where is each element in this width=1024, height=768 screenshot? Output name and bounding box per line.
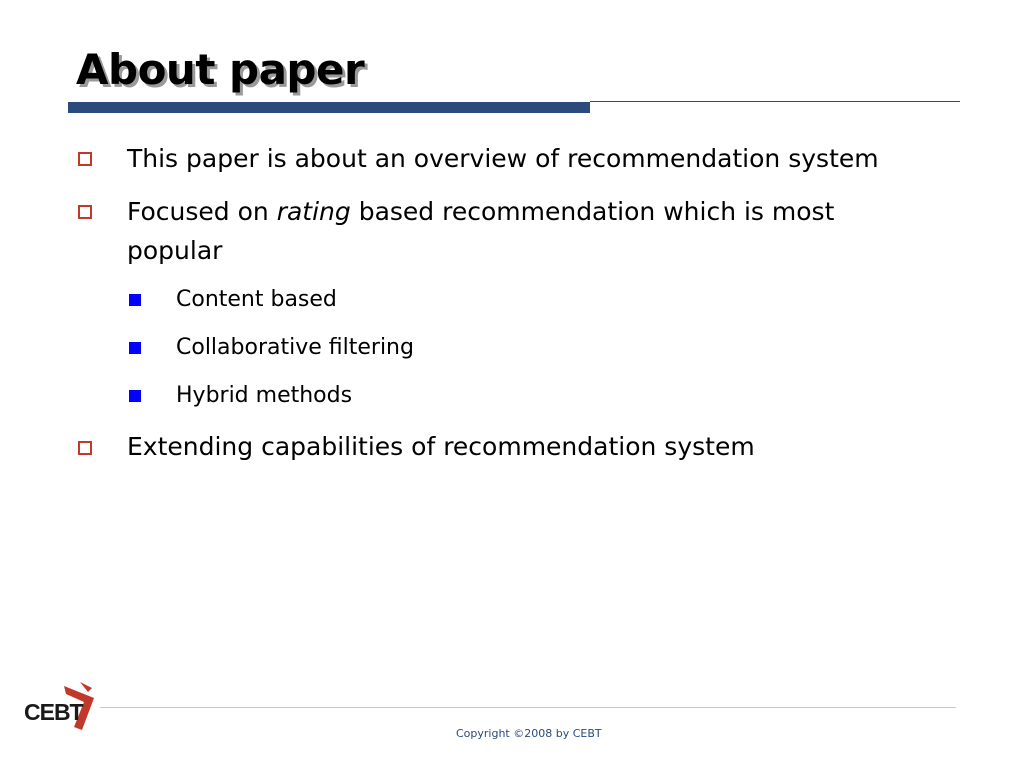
bullet-item: This paper is about an overview of recommendation system bbox=[127, 144, 879, 173]
title-underline-thin bbox=[590, 101, 960, 102]
logo-text: CEBT bbox=[24, 699, 83, 725]
hollow-square-bullet-icon bbox=[78, 205, 92, 219]
bullet-item bbox=[127, 192, 927, 231]
filled-square-bullet-icon bbox=[129, 294, 141, 306]
bullet-text: Focused on bbox=[127, 197, 277, 226]
cebt-logo bbox=[22, 680, 102, 736]
sub-bullet-item: Content based bbox=[176, 287, 337, 312]
hollow-square-bullet-icon bbox=[78, 441, 92, 455]
filled-square-bullet-icon bbox=[129, 342, 141, 354]
sub-bullet-item: Hybrid methods bbox=[176, 383, 353, 408]
filled-square-bullet-icon bbox=[129, 390, 141, 402]
bullet-item: Extending capabilities of recommendation system bbox=[127, 432, 755, 461]
sub-bullet-item: Collaborative filtering bbox=[176, 335, 414, 360]
slide-title: About paper bbox=[76, 45, 365, 94]
bullet-text: based recommendation which is most bbox=[350, 197, 835, 226]
emphasis-text: rating bbox=[276, 197, 351, 226]
copyright-text: Copyright ©2008 by CEBT bbox=[456, 727, 602, 740]
footer-divider bbox=[100, 707, 956, 708]
hollow-square-bullet-icon bbox=[78, 152, 92, 166]
title-underline-thick bbox=[68, 102, 590, 113]
bullet-continuation: popular bbox=[127, 236, 223, 265]
